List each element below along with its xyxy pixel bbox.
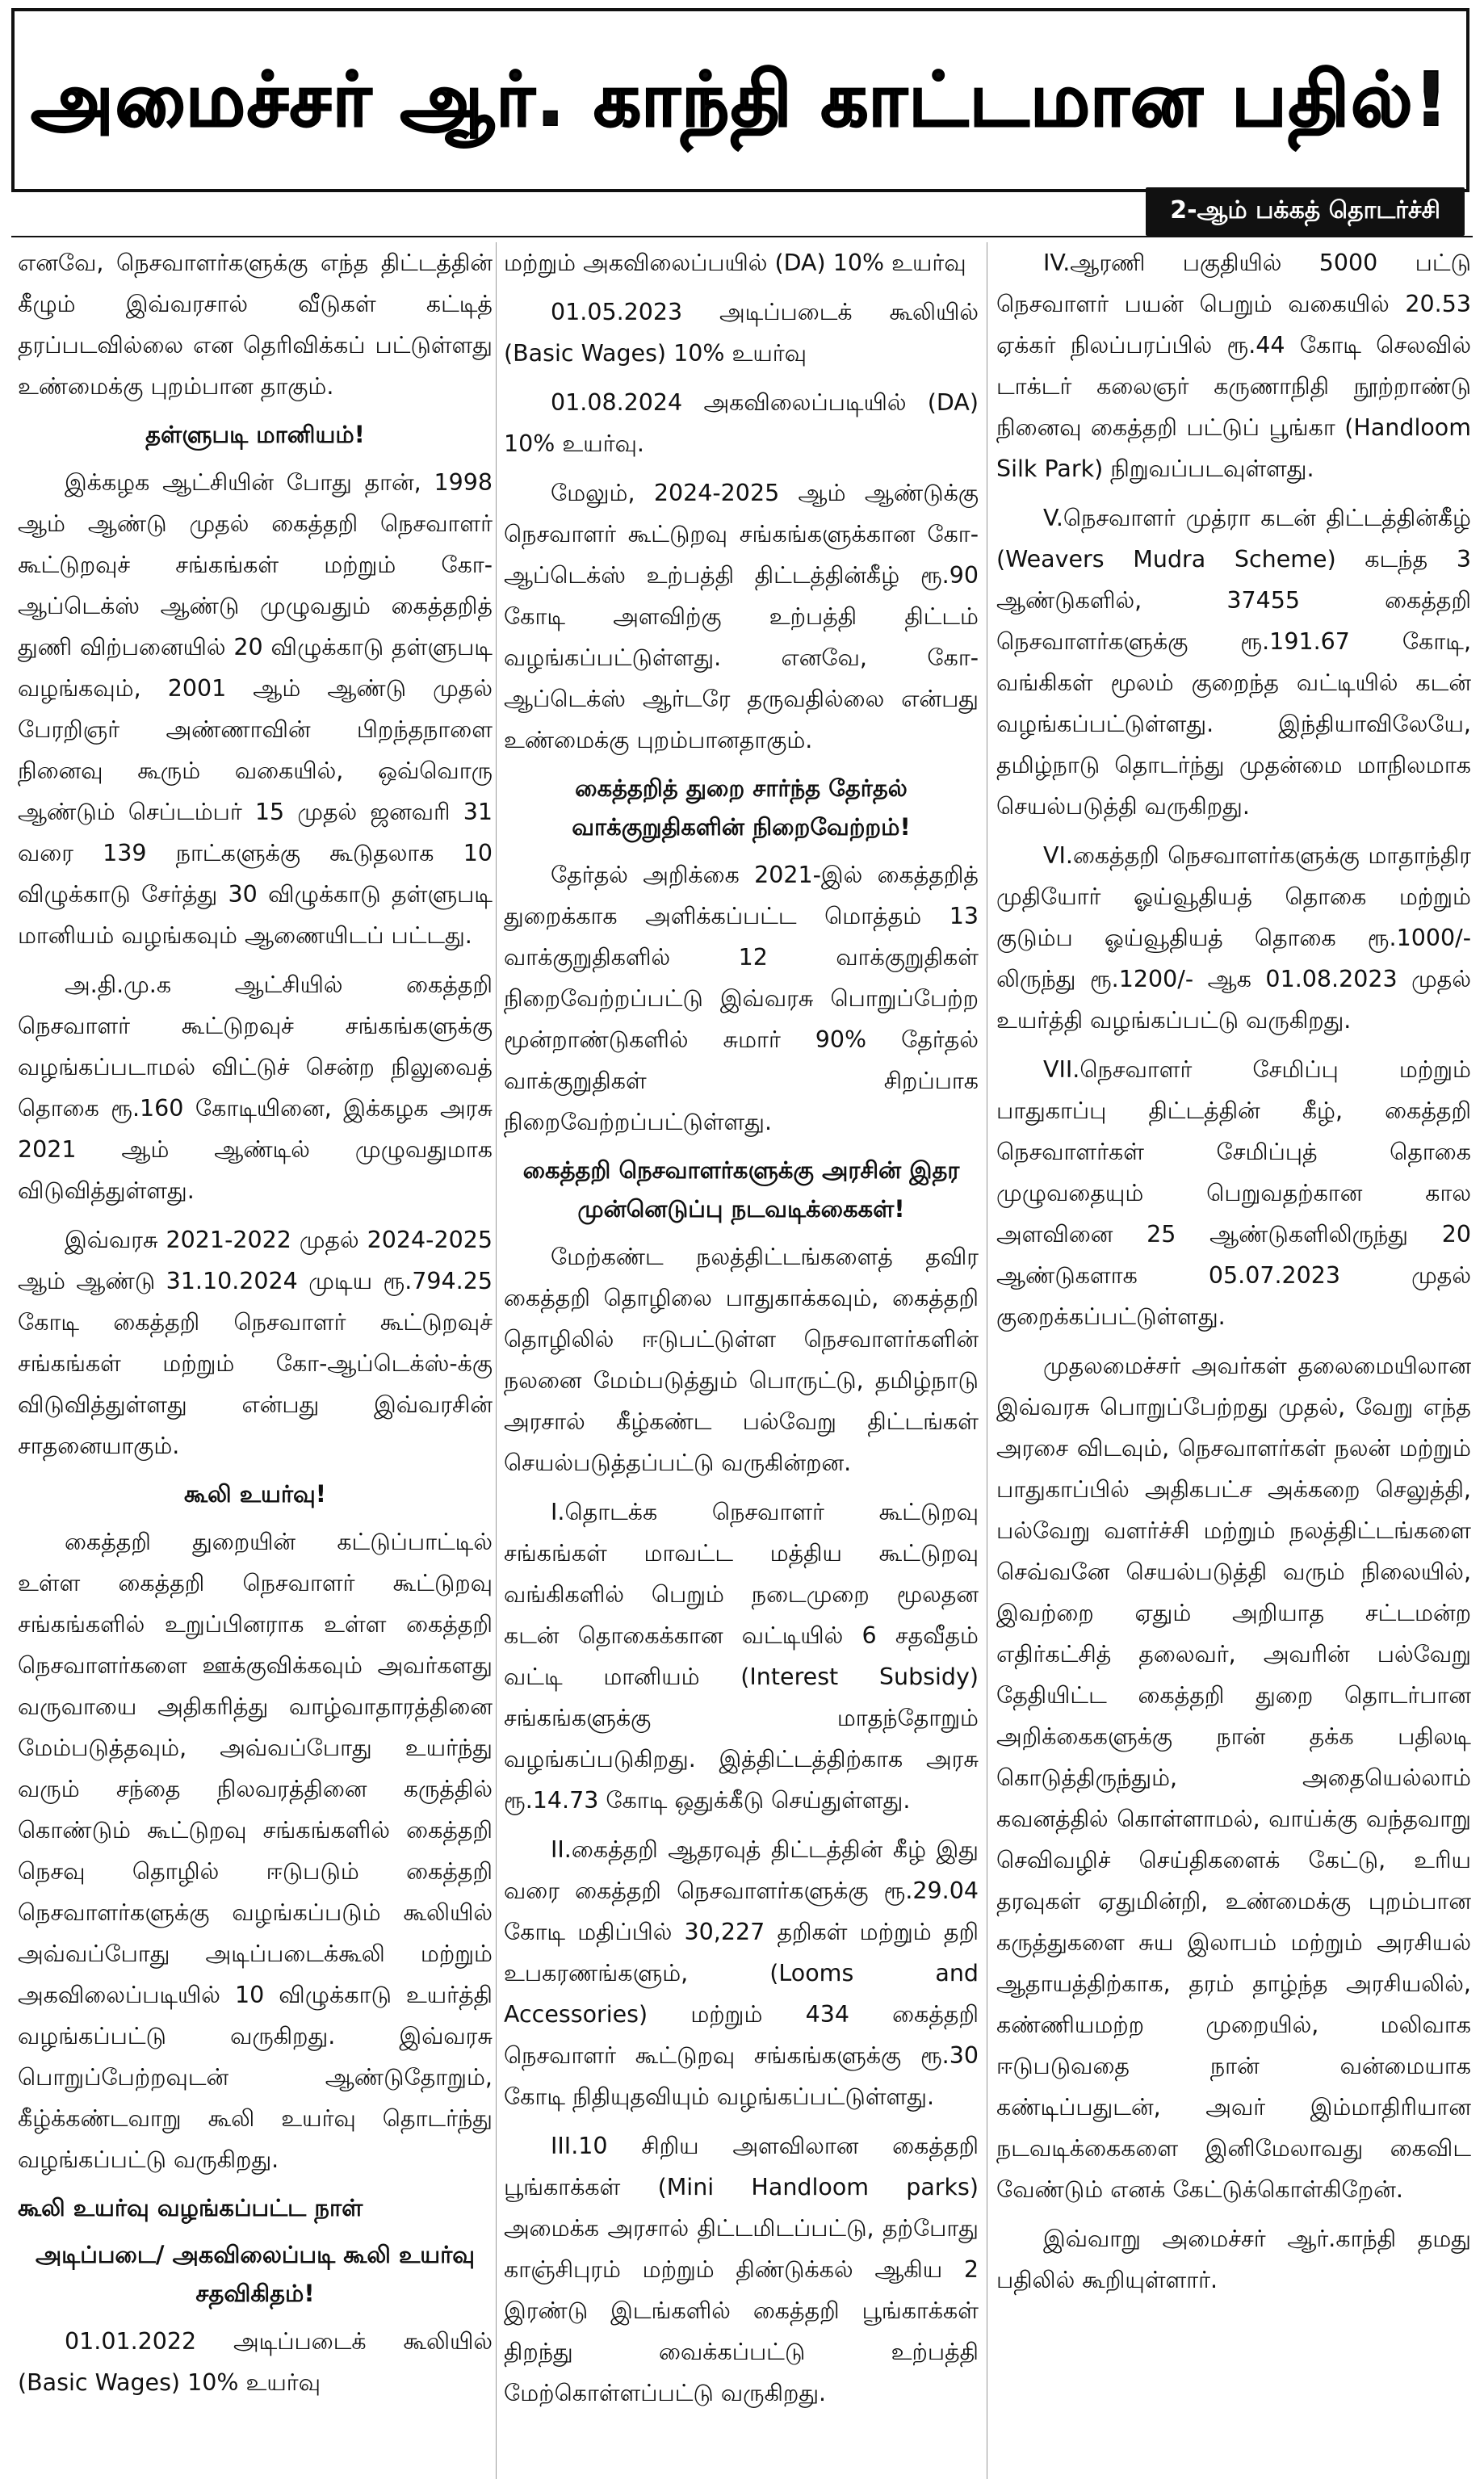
paragraph: எனவே, நெசவாளர்களுக்கு எந்த திட்டத்தின் கீழும் இவ்வரசால் வீடுகள் கட்டித் தரப்படவில்லை என தெரிவிக்கப் பட்டுள்ளது உண்மைக்கு புறம்பான தாகும்.: [18, 250, 493, 400]
paragraph: தேர்தல் அறிக்கை 2021-இல் கைத்தறித் துறைக்காக அளிக்கப்பட்ட மொத்தம் 13 வாக்குறுதிகளில் 12 வாக்குறுதிகள் நிறைவேற்றப்பட்டு இவ்வரசு பொறுப்பேற்ற மூன்றாண்டுகளில் சுமார் 90% தேர்தல் வாக்குறுதிகள் சிறப்பாக நிறைவேற்றப்பட்டுள்ளது.: [504, 862, 979, 1135]
subheading: கைத்தறி நெசவாளர்களுக்கு அரசின் இதர முன்னெடுப்பு நடவடிக்கைகள்!: [522, 1156, 960, 1223]
subheading: கூலி உயர்வு!: [183, 1480, 327, 1508]
paragraph: IV.ஆரணி பகுதியில் 5000 பட்டு நெசவாளர் பயன் பெறும் வகையில் 20.53 ஏக்கர் நிலப்பரப்பில் ரூ.44 கோடி செலவில் டாக்டர் கலைஞர் கருணாநிதி நூற்றாண்டு நினைவு கைத்தறி பட்டுப் பூங்கா (Handloom Silk Park) நிறுவப்படவுள்ளது.: [996, 250, 1471, 482]
paragraph: 01.05.2023 அடிப்படைக் கூலியில் (Basic Wages) 10% உயர்வு: [504, 299, 979, 367]
column-divider: [496, 242, 497, 2479]
paragraph: மேற்கண்ட நலத்திட்டங்களைத் தவிர கைத்தறி தொழிலை பாதுகாக்கவும், கைத்தறி தொழிலில் ஈடுபட்டுள்ள நெசவாளர்களின் நலனை மேம்படுத்தும் பொருட்டு, தமிழ்நாடு அரசால் கீழ்கண்ட பல்வேறு திட்டங்கள் செயல்படுத்தப்பட்டு வருகின்றன.: [504, 1244, 979, 1476]
paragraph: VI.கைத்தறி நெசவாளர்களுக்கு மாதாந்திர முதியோர் ஓய்வூதியத் தொகை மற்றும் குடும்ப ஓய்வூதியத் தொகை ரூ.1000/- லிருந்து ரூ.1200/- ஆக 01.08.2023 முதல் உயர்த்தி வழங்கப்பட்டு வருகிறது.: [996, 842, 1471, 1034]
paragraph: III.10 சிறிய அளவிலான கைத்தறி பூங்காக்கள் (Mini Handloom parks) அமைக்க அரசால் திட்டமிடப்பட்டு, தற்போது காஞ்சிபுரம் மற்றும் திண்டுக்கல் ஆகிய 2 இரண்டு இடங்களில் கைத்தறி பூங்காக்கள் திறந்து வைக்கப்பட்டு உற்பத்தி மேற்கொள்ளப்பட்டு வருகிறது.: [504, 2133, 979, 2406]
paragraph: V.நெசவாளர் முத்ரா கடன் திட்டத்தின்கீழ் (Weavers Mudra Scheme) கடந்த 3 ஆண்டுகளில், 37455 கைத்தறி நெசவாளர்களுக்கு ரூ.191.67 கோடி, வங்கிகள் மூலம் குறைந்த வட்டியில் கடன் வழங்கப்பட்டுள்ளது. இந்தியாவிலேயே, தமிழ்நாடு தொடர்ந்து முதன்மை மாநிலமாக செயல்படுத்தி வருகிறது.: [996, 505, 1471, 820]
paragraph: I.தொடக்க நெசவாளர் கூட்டுறவு சங்கங்கள் மாவட்ட மத்திய கூட்டுறவு வங்கிகளில் பெறும் நடைமுறை மூலதன கடன் தொகைக்கான வட்டியில் 6 சதவீதம் வட்டி மானியம் (Interest Subsidy) சங்கங்களுக்கு மாதந்தோறும் வழங்கப்படுகிறது. இத்திட்டத்திற்காக அரசு ரூ.14.73 கோடி ஒதுக்கீடு செய்துள்ளது.: [504, 1499, 979, 1814]
continuation-tag: 2-ஆம் பக்கத் தொடர்ச்சி: [1146, 187, 1465, 236]
article-column-2: [504, 242, 979, 2486]
paragraph: மற்றும் அகவிலைப்பயில் (DA) 10% உயர்வு: [504, 250, 966, 276]
paragraph: II.கைத்தறி ஆதரவுத் திட்டத்தின் கீழ் இது வரை கைத்தறி நெசவாளர்களுக்கு ரூ.29.04 கோடி மதிப்பில் 30,227 தறிகள் மற்றும் தறி உபகரணங்களும், (Looms and Accessories) மற்றும் 434 கைத்தறி நெசவாளர் கூட்டுறவு சங்கங்களுக்கு ரூ.30 கோடி நிதியுதவியும் வழங்கப்பட்டுள்ளது.: [504, 1836, 979, 2110]
paragraph: 01.08.2024 அகவிலைப்படியில் (DA) 10% உயர்வு.: [504, 389, 979, 457]
paragraph: முதலமைச்சர் அவர்கள் தலைமையிலான இவ்வரசு பொறுப்பேற்றது முதல், வேறு எந்த அரசை விடவும், நெசவாளர்கள் நலன் மற்றும் பாதுகாப்பில் அதிகபட்ச அக்கறை செலுத்தி, பல்வேறு வளர்ச்சி மற்றும் நலத்திட்டங்களை செவ்வனே செயல்படுத்தி வரும் நிலையில், இவற்றை ஏதும் அறியாத சட்டமன்ற எதிர்கட்சித் தலைவர், அவரின் பல்வேறு தேதியிட்ட கைத்தறி துறை தொடர்பான அறிக்கைகளுக்கு நான் தக்க பதிலடி கொடுத்திருந்தும், அதையெல்லாம் கவனத்தில் கொள்ளாமல், வாய்க்கு வந்தவாறு செவிவழிச் செய்திகளைக் கேட்டு, உரிய தரவுகள் ஏதுமின்றி, உண்மைக்கு புறம்பான கருத்துகளை சுய இலாபம் மற்றும் அரசியல் ஆதாயத்திற்காக, தரம் தாழ்ந்த அரசியலில், கண்ணியமற்ற முறையில், மலிவாக ஈடுபடுவதை நான் வன்மையாக கண்டிப்பதுடன், அவர் இம்மாதிரியான நடவடிக்கைகளை இனிமேலாவது கைவிட வேண்டும் எனக் கேட்டுக்கொள்கிறேன்.: [996, 1353, 1471, 2203]
headline: அமைச்சர் ஆர். காந்தி காட்டமான பதில்!: [31, 57, 1450, 143]
paragraph: கைத்தறி துறையின் கட்டுப்பாட்டில் உள்ள கைத்தறி நெசவாளர் கூட்டுறவு சங்கங்களில் உறுப்பினராக உள்ள கைத்தறி நெசவாளர்களை ஊக்குவிக்கவும் அவர்களது வருவாயை அதிகரித்து வாழ்வாதாரத்தினை மேம்படுத்தவும், அவ்வப்போது உயர்ந்து வரும் சந்தை நிலவரத்தினை கருத்தில் கொண்டும் கூட்டுறவு சங்கங்களில் கைத்தறி நெசவு தொழில் ஈடுபடும் கைத்தறி நெசவாளர்களுக்கு வழங்கப்படும் கூலியில் அவ்வப்போது அடிப்படைக்கூலி மற்றும் அகவிலைப்படியில் 10 விழுக்காடு உயர்த்தி வழங்கப்பட்டு வருகிறது. இவ்வரசு பொறுப்பேற்றவுடன் ஆண்டுதோறும், கீழ்க்கண்டவாறு கூலி உயர்வு தொடர்ந்து வழங்கப்பட்டு வருகிறது.: [18, 1529, 493, 2173]
header-rule: [11, 236, 1473, 237]
paragraph: இவ்வாறு அமைச்சர் ஆர்.காந்தி தமது பதிலில் கூறியுள்ளார்.: [996, 2226, 1471, 2293]
paragraph: இக்கழக ஆட்சியின் போது தான், 1998 ஆம் ஆண்டு முதல் கைத்தறி நெசவாளர் கூட்டுறவுச் சங்கங்கள் மற்றும் கோ-ஆப்டெக்ஸ் ஆண்டு முழுவதும் கைத்தறித் துணி விற்பனையில் 20 விழுக்காடு தள்ளுபடி வழங்கவும், 2001 ஆம் ஆண்டு முதல் பேரறிஞர் அண்ணாவின் பிறந்தநாளை நினைவு கூரும் வகையில், ஒவ்வொரு ஆண்டும் செப்டம்பர் 15 முதல் ஜனவரி 31 வரை 139 நாட்களுக்கு கூடுதலாக 10 விழுக்காடு சேர்த்து 30 விழுக்காடு தள்ளுபடி மானியம் வழங்கவும் ஆணையிடப் பட்டது.: [18, 469, 493, 949]
subheading: கூலி உயர்வு வழங்கப்பட்ட நாள்: [18, 2194, 363, 2221]
paragraph: மேலும், 2024-2025 ஆம் ஆண்டுக்கு நெசவாளர் கூட்டுறவு சங்கங்களுக்கான கோ-ஆப்டெக்ஸ் உற்பத்தி திட்டத்தின்கீழ் ரூ.90 கோடி அளவிற்கு உற்பத்தி திட்டம் வழங்கப்பட்டுள்ளது. எனவே, கோ-ஆப்டெக்ஸ் ஆர்டரே தருவதில்லை என்பது உண்மைக்கு புறம்பானதாகும்.: [504, 480, 979, 753]
article-column-1: [18, 242, 493, 2486]
subheading: கைத்தறித் துறை சார்ந்த தேர்தல் வாக்குறுதிகளின் நிறைவேற்றம்!: [572, 774, 911, 841]
subheading: அடிப்படை/ அகவிலைப்படி கூலி உயர்வு சதவிகிதம்!: [35, 2241, 476, 2307]
article-column-3: [996, 242, 1471, 2486]
paragraph: இவ்வரசு 2021-2022 முதல் 2024-2025 ஆம் ஆண்டு 31.10.2024 முடிய ரூ.794.25 கோடி கைத்தறி நெசவாளர் கூட்டுறவுச் சங்கங்கள் மற்றும் கோ-ஆப்டெக்ஸ்-க்கு விடுவித்துள்ளது என்பது இவ்வரசின் சாதனையாகும்.: [18, 1227, 493, 1459]
paragraph: VII.நெசவாளர் சேமிப்பு மற்றும் பாதுகாப்பு திட்டத்தின் கீழ், கைத்தறி நெசவாளர்கள் சேமிப்புத் தொகை முழுவதையும் பெறுவதற்கான கால அளவினை 25 ஆண்டுகளிலிருந்து 20 ஆண்டுகளாக 05.07.2023 முதல் குறைக்கப்பட்டுள்ளது.: [996, 1056, 1471, 1330]
paragraph: 01.01.2022 அடிப்படைக் கூலியில் (Basic Wages) 10% உயர்வு: [18, 2328, 493, 2396]
headline-box: [11, 8, 1469, 192]
subheading: தள்ளுபடி மானியம்!: [145, 421, 365, 448]
paragraph: அ.தி.மு.க ஆட்சியில் கைத்தறி நெசவாளர் கூட்டுறவுச் சங்கங்களுக்கு வழங்கப்படாமல் விட்டுச் சென்ற நிலுவைத் தொகை ரூ.160 கோடியினை, இக்கழக அரசு 2021 ஆம் ஆண்டில் முழுவதுமாக விடுவித்துள்ளது.: [18, 971, 493, 1204]
